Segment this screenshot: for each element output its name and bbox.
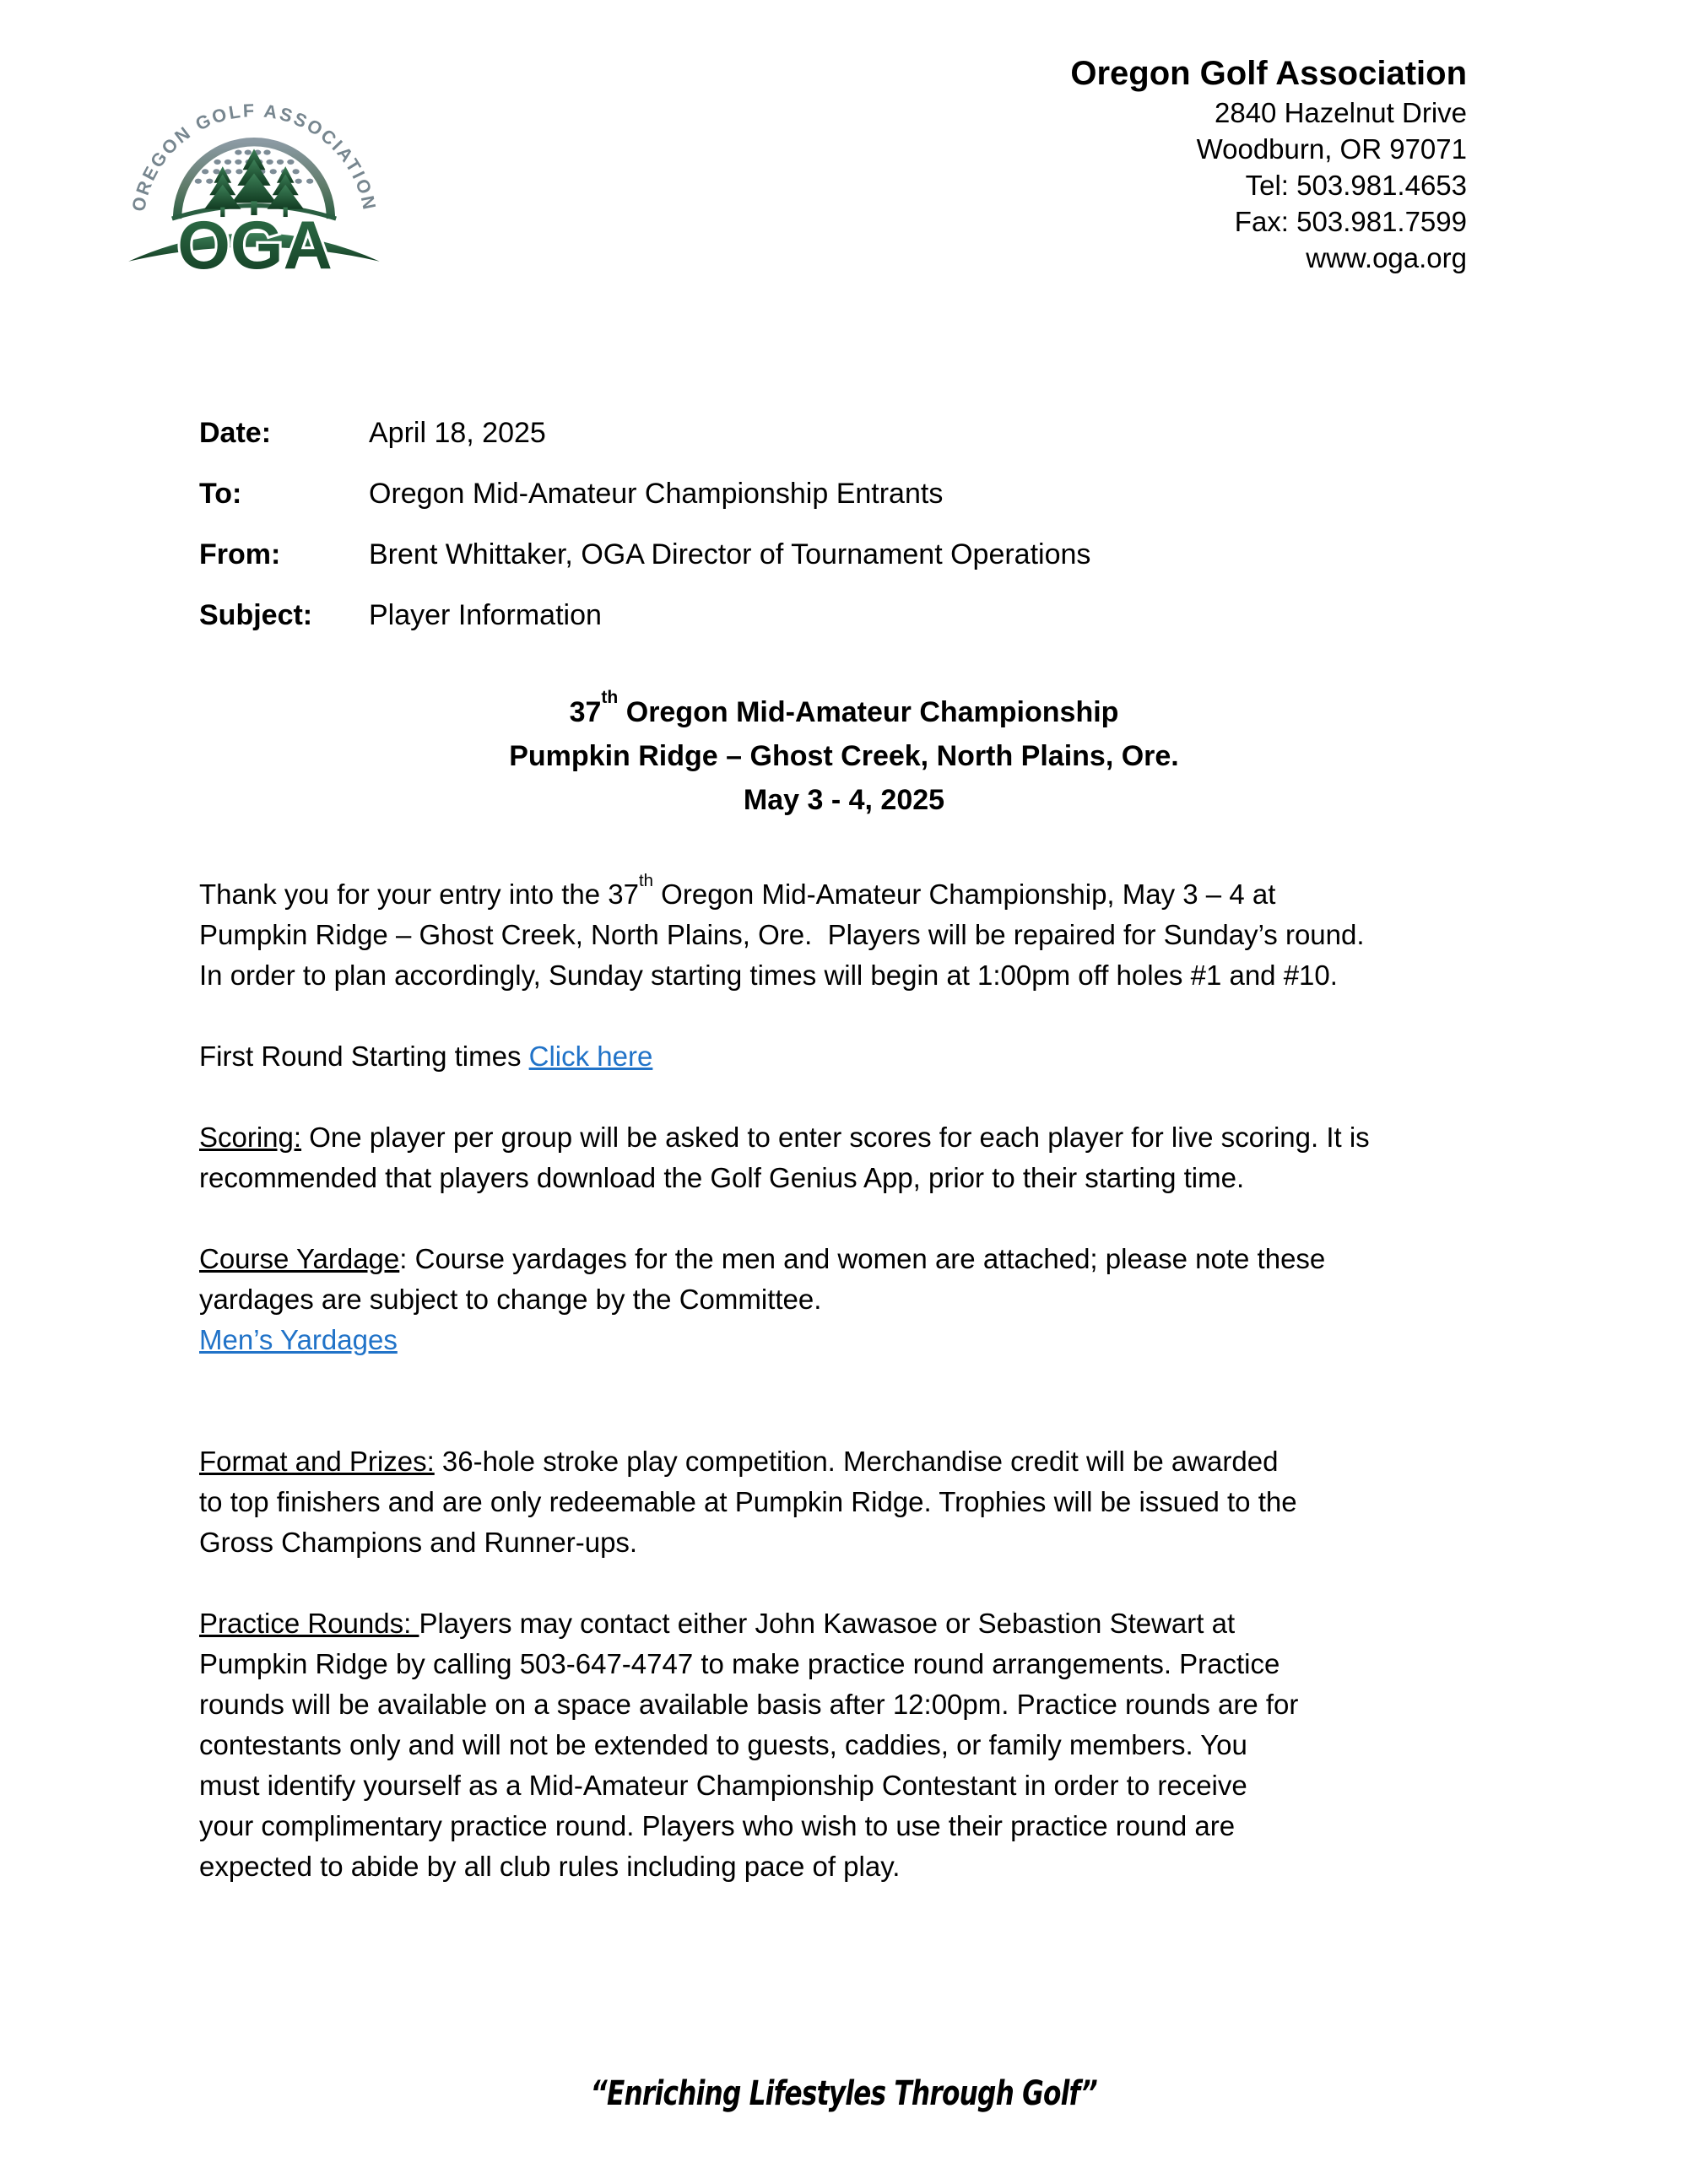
memo-value: April 18, 2025 (369, 417, 546, 449)
intro-text: Oregon Mid-Amateur Championship, May 3 – 4 at (653, 878, 1276, 910)
practice-heading: Practice Rounds: (199, 1608, 419, 1639)
fax-line: Fax: 503.981.7599 (1234, 206, 1467, 237)
memo-value: Oregon Mid-Amateur Championship Entrants (369, 478, 944, 510)
practice-paragraph (199, 1603, 1550, 1887)
footer-slogan: “Enriching Lifestyles Through Golf” (590, 2074, 1098, 2113)
scoring-paragraph (199, 1117, 1550, 1198)
scoring-heading: Scoring: (199, 1122, 302, 1153)
format-line-3: Gross Champions and Runner-ups. (199, 1527, 638, 1558)
memo-row-subject (199, 596, 1090, 635)
first-round-times-link[interactable]: Click here (528, 1041, 653, 1072)
intro-text: Thank you for your entry into the 37 (199, 878, 639, 910)
practice-line-2: Pumpkin Ridge by calling 503-647-4747 to make practice round arrangements. Practice (199, 1648, 1280, 1679)
yardage-heading: Course Yardage (199, 1243, 400, 1274)
event-title-line-2: Pumpkin Ridge – Ghost Creek, North Plains, Ore. (509, 740, 1179, 772)
format-paragraph (199, 1441, 1550, 1563)
memo-label: Date: (199, 417, 272, 449)
format-line-2: to top finishers and are only redeemable at Pumpkin Ridge. Trophies will be issued to the (199, 1486, 1297, 1517)
scoring-text: One player per group will be asked to enter scores for each player for live scoring. It is (301, 1122, 1370, 1153)
yardage-link-line (199, 1320, 1550, 1360)
practice-line-3: rounds will be available on a space available basis after 12:00pm. Practice rounds are for (199, 1689, 1299, 1720)
memo-row-to (199, 474, 1090, 514)
org-contact-block (1070, 52, 1467, 276)
first-round-line (199, 1036, 1550, 1077)
scoring-line-1 (199, 1117, 1550, 1158)
intro-ordinal-sup: th (638, 870, 654, 890)
letter-body (199, 870, 1550, 1927)
yardage-line-1 (199, 1239, 1550, 1279)
memo-label: Subject: (199, 599, 313, 631)
practice-line-7: expected to abide by all club rules including pace of play. (199, 1851, 901, 1882)
practice-line-5: must identify yourself as a Mid-Amateur Championship Contestant in order to receive (199, 1770, 1247, 1801)
practice-line-6: your complimentary practice round. Players who wish to use their practice round are (199, 1810, 1236, 1841)
practice-line-1 (199, 1603, 1550, 1644)
format-line-1 (199, 1441, 1550, 1482)
address-line-2: Woodburn, OR 97071 (1196, 133, 1467, 165)
event-title (0, 690, 1688, 822)
yardage-text: : Course yardages for the men and women are attached; please note these (399, 1243, 1326, 1274)
title-ordinal-sup: th (601, 688, 619, 708)
intro-line-1 (199, 870, 1550, 915)
event-title-line-1 (0, 690, 1688, 734)
title-rest: Oregon Mid-Amateur Championship (618, 696, 1119, 728)
footer (0, 2074, 1688, 2113)
practice-line-4: contestants only and will not be extended to guests, caddies, or family members. You (199, 1729, 1247, 1760)
first-round-text: First Round Starting times (199, 1041, 529, 1072)
first-round-paragraph (199, 1036, 1550, 1077)
practice-text: Players may contact either John Kawasoe or Sebastion Stewart at (419, 1608, 1236, 1639)
format-heading: Format and Prizes: (199, 1446, 435, 1477)
yardage-line-2: yardages are subject to change by the Committee. (199, 1284, 822, 1315)
format-text: 36-hole stroke play competition. Merchandise credit will be awarded (434, 1446, 1279, 1477)
intro-line-3: In order to plan accordingly, Sunday starting times will begin at 1:00pm off holes #1 and #10. (199, 960, 1338, 991)
memo-header (199, 414, 1090, 657)
memo-value: Brent Whittaker, OGA Director of Tournament Operations (369, 538, 1091, 570)
oga-logo (123, 46, 385, 282)
memo-row-date (199, 414, 1090, 453)
website-line: www.oga.org (1306, 242, 1467, 273)
scoring-line-2: recommended that players download the Golf Genius App, prior to their starting time. (199, 1162, 1245, 1193)
event-title-line-3: May 3 - 4, 2025 (743, 784, 945, 816)
memo-row-from (199, 535, 1090, 575)
address-line-1: 2840 Hazelnut Drive (1215, 97, 1467, 128)
yardage-link-paragraph (199, 1320, 1550, 1360)
intro-paragraph (199, 870, 1550, 996)
tel-line: Tel: 503.981.4653 (1245, 170, 1467, 201)
mens-yardages-link[interactable]: Men’s Yardages (199, 1324, 398, 1355)
logo-monogram: OGA (177, 208, 333, 282)
title-number: 37 (569, 696, 602, 728)
intro-line-2: Pumpkin Ridge – Ghost Creek, North Plains, Ore. Players will be repaired for Sunday’s round. (199, 919, 1365, 950)
org-name: Oregon Golf Association (1070, 55, 1467, 92)
memo-value: Player Information (369, 599, 602, 631)
logo-arc-text: OREGON GOLF ASSOCIATION (127, 100, 381, 214)
pine-trees-icon (204, 149, 304, 217)
memo-label: To: (199, 478, 242, 510)
yardage-paragraph (199, 1239, 1550, 1320)
memo-label: From: (199, 538, 281, 570)
